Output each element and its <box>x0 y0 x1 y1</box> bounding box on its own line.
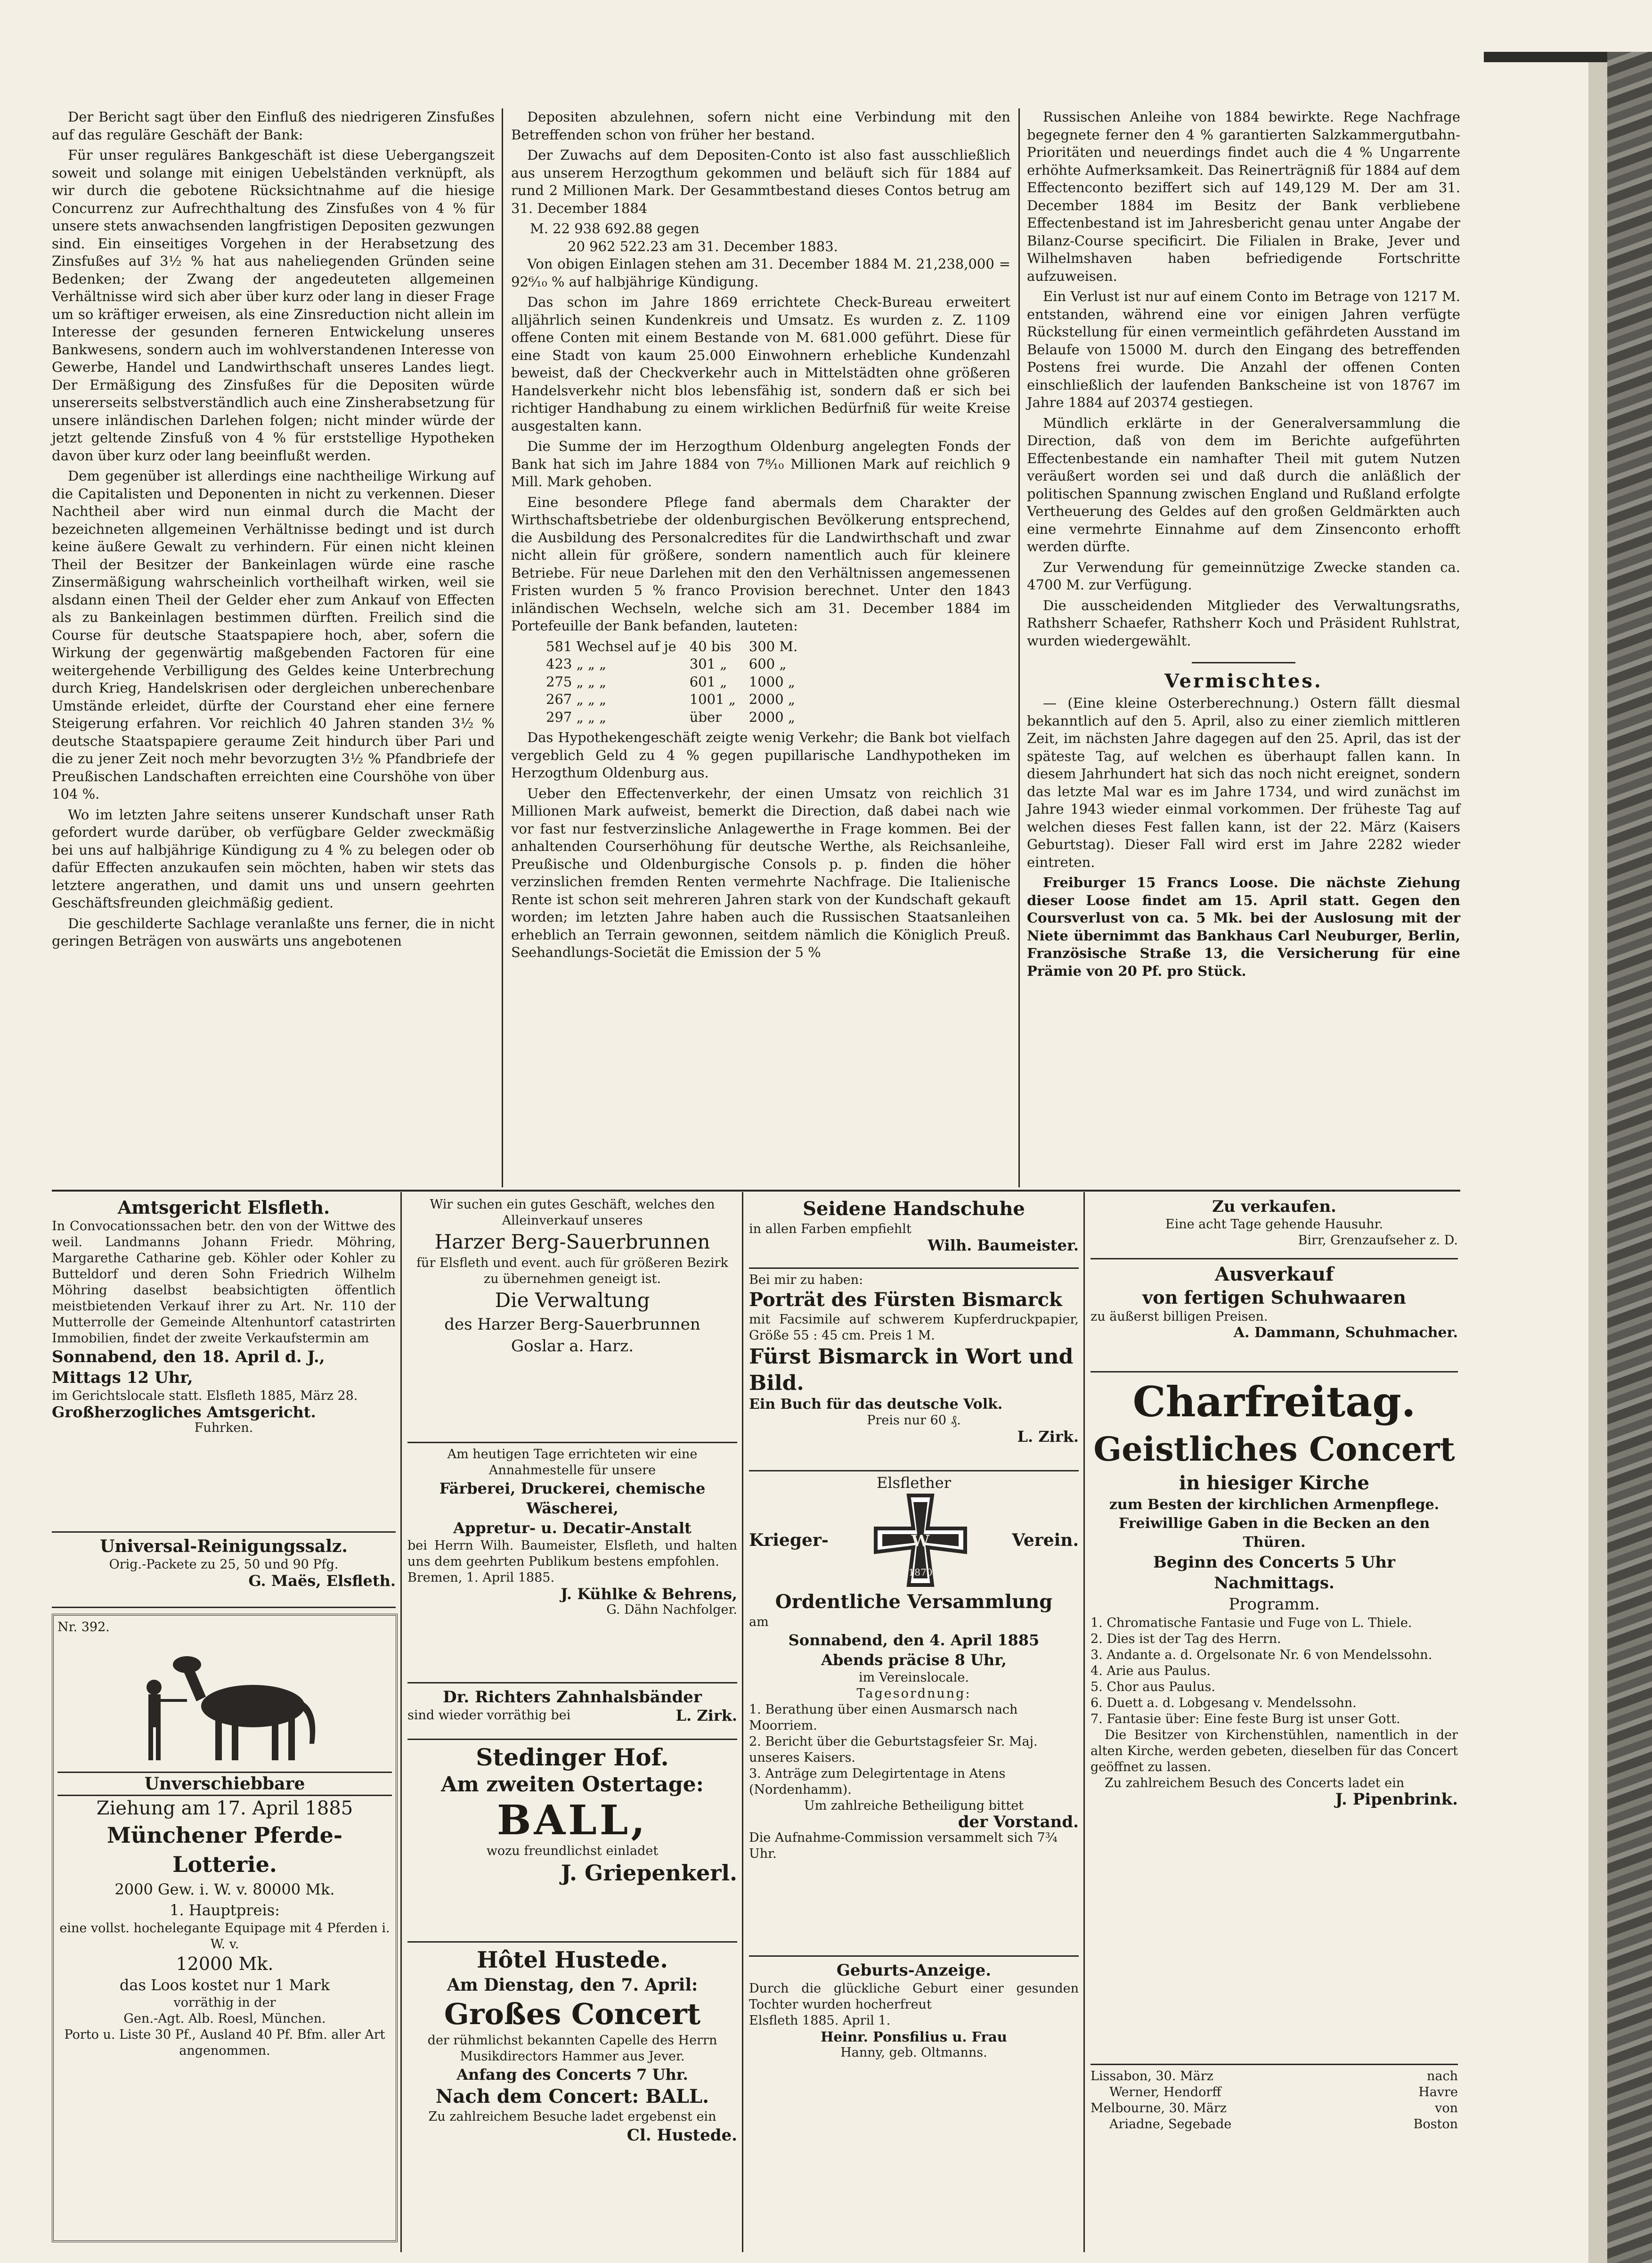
table-cell: 301 „ <box>689 656 727 672</box>
paragraph: Für unser reguläres Bankgeschäft ist diese Uebergangszeit soweit und solange mit einigen Uebelständen verknüpft, als wir durch die gebotene Rücksichtnahme auf die hiesige Concurrenz zur Aufrechthaltung des Zinsfußes von 4 % für unsere stets anwachsenden langfristigen Depositen gezwungen sind. Ein einseitiges Vorgehen in der Herabsetzung des Zinsfußes auf 3½ % hat aus naheliegenden Gründen seine Bedenken; der Zwang der angedeuteten allgemeinen Verhältnisse wird sich aber über kurz oder lang in dieser Frage um so kräftiger erweisen, als eine Zinsreduction nicht allein im Interesse der gesunden ferneren Entwickelung unseres Bankwesens, sondern auch im wohlverstandenen Interesse von Gewerbe, Handel und Landwirthschaft unseres Landes liegt. Der Ermäßigung des Zinsfußes für die Depositen würde unsererseits selbstverständlich auch eine Zinsherabsetzung für unsere inländischen Darlehen folgen; nicht minder würde der jetzt geltende Zinsfuß von 4 % für erststellige Hypotheken davon über kurz oder lang beeinflußt werden. <box>52 147 495 464</box>
ad-body: mit Facsimile auf schwerem Kupferdruckpapier, Größe 55 : 45 cm. Preis 1 M. <box>749 1312 1079 1343</box>
paragraph: Die geschilderte Sachlage veranlaßte uns ferner, die in nicht geringen Beträgen von auswärts uns angebotenen <box>52 915 495 949</box>
table-cell: 300 M. <box>749 638 798 654</box>
ad-signature: G. Maës, Elsfleth. <box>248 1572 396 1590</box>
paragraph: — (Eine kleine Osterberechnung.) Ostern fällt diesmal bekanntlich auf den 5. April, also zu einer ziemlich mittleren Zeit, im nächsten Jahre dagegen auf den 25. April, das ist der späteste Tag, auf welchen es überhaupt fallen kann. In diesem Jahrhundert hat sich das noch nicht ereignet, sondern das letzte Mal war es im Jahre 1734, und wird zunächst im Jahre 1943 wieder einmal vorkommen. Der früheste Tag auf welchen dieses Fest fallen kann, ist der 22. März (Kaisers Geburtstag). Dieser Fall wird erst im Jahre 2282 wieder eintreten. <box>1027 695 1460 870</box>
ad-title: Krieger- <box>749 1530 829 1550</box>
ad-date: Ziehung am 17. April 1885 <box>96 1797 353 1819</box>
section-rule <box>52 1190 1460 1192</box>
program-item: 2. Dies ist der Tag des Herrn. <box>1090 1632 1281 1646</box>
ad-text: Am heutigen Tage errichteten wir eine Annahmestelle für unsere <box>447 1447 698 1478</box>
ad-text: vorräthig in der <box>173 1995 276 2010</box>
ad-signature: Birr, Grenzaufseher z. D. <box>1298 1233 1458 1248</box>
ship-row <box>1090 2116 1458 2132</box>
ad-text: 1. Hauptpreis: <box>170 1901 280 1919</box>
ship-direction: von <box>1435 2101 1458 2116</box>
ad-zu-verkaufen <box>1090 1197 1458 1259</box>
ad-text: das Loos kostet nur 1 Mark <box>119 1976 330 1994</box>
table-cell: 40 bis <box>689 638 732 654</box>
ship-news <box>1090 2068 1458 2132</box>
ad-emblem-row <box>749 1491 1079 1590</box>
ad-body: zu äußerst billigen Preisen. <box>1090 1309 1268 1324</box>
agenda-item: 3. Anträge zum Delegirtentage in Atens (Nordenhamm). <box>749 1766 1006 1797</box>
ad-amtsgericht <box>52 1197 396 1533</box>
ship-direction: nach <box>1427 2069 1458 2083</box>
ad-bismarck <box>749 1272 1079 1471</box>
ad-signature: Großherzogliches Amtsgericht. <box>52 1403 316 1421</box>
ad-text: Die Aufnahme-Commission versammelt sich 7¾ Uhr. <box>749 1830 1058 1861</box>
ad-headline: Dr. Richters Zahnhalsbänder <box>443 1688 702 1707</box>
ad-text: Anfang des Concerts 7 Uhr. <box>456 2066 688 2083</box>
ad-signature: Fuhrken. <box>194 1421 253 1435</box>
ad-headline: Großes Concert <box>444 1997 701 2031</box>
book-binding <box>1605 52 1652 2263</box>
ad-text: sind wieder vorräthig bei <box>407 1708 571 1723</box>
table-cell: 275 „ „ „ <box>546 673 607 690</box>
ad-signature: J. Pipenbrink. <box>1335 1790 1458 1809</box>
ad-signature: A. Dammann, Schuhmacher. <box>1233 1324 1458 1341</box>
table-cell: 1001 „ <box>689 691 736 707</box>
ad-title: Elsflether <box>877 1474 951 1492</box>
ad-headline: Ordentliche Versammlung <box>775 1591 1053 1613</box>
paragraph: Der Bericht sagt über den Einfluß des niedrigeren Zinsfußes auf das reguläre Geschäft der Bank: <box>52 109 495 143</box>
paragraph: Das Hypothekengeschäft zeigte wenig Verkehr; die Bank bot vielfach vergeblich Geld zu 4 % gegen pupillarische Landhypotheken im Herzogthum Oldenburg aus. <box>511 729 1010 781</box>
ad-signature: der Vorstand. <box>958 1813 1079 1831</box>
ship-name: Werner, Hendorff <box>1109 2085 1221 2100</box>
paragraph: Ueber den Effectenverkehr, der einen Umsatz von reichlich 31 Millionen Mark aufweist, bemerkt die Direction, daß dabei nach wie vor fast nur festverzinsliche Anlagewerthe in Frage kommen. Bei der anhaltenden Courserhöhung für deutsche Werthe, als Reichsanleihe, Preußische und Oldenburgische Consols p. p. finden die höher verzinslichen fremden Renten vermehrte Nachfrage. Die Italienische Rente ist schon seit mehreren Jahren stark von der Kundschaft gekauft worden; im letzten Jahre haben auch die Russischen Staatsanleihen erheblich an Terrain gewonnen, seitdem nämlich die Königlich Preuß. Seehandlungs-Societät die Emission der 5 % <box>511 785 1010 960</box>
ad-date: Sonnabend, den 4. April 1885 <box>788 1631 1040 1649</box>
ad-column-divider <box>1083 1192 1085 2252</box>
ad-text: Gen.-Agt. Alb. Roesl, München. <box>123 2011 326 2026</box>
ship-row <box>1090 2100 1458 2116</box>
column-divider <box>1018 108 1020 1187</box>
ad-signature: L. Zirk. <box>1017 1428 1079 1446</box>
table-cell: 600 „ <box>749 656 787 672</box>
ad-hotel-hustede <box>407 1946 737 2238</box>
paragraph: Das schon im Jahre 1869 errichtete Check-Bureau erweitert alljährlich seinen Kundenkreis und Umsatz. Es wurden z. Z. 1109 offene Conten mit einem Bestande von M. 681.000 geführt. Diese für eine Stadt von kaum 25.000 Einwohnern erhebliche Kundenzahl beweist, daß der Checkverkehr auch in Mittelstädten ohne größeren Handelsverkehr nicht blos lebensfähig ist, sondern daß er sich bei richtiger Handhabung zu einem wirklichen Bedürfniß für weite Kreise ausgestalten kann. <box>511 294 1010 434</box>
ad-signature: J. Griepenkerl. <box>561 1860 737 1886</box>
ad-body: für Elsfleth und event. auch für größeren Bezirk zu übernehmen geneigt ist. <box>416 1256 728 1286</box>
ad-signature: Hanny, geb. Oltmanns. <box>840 2045 987 2060</box>
ship-port: Melbourne, 30. März <box>1090 2101 1227 2116</box>
ad-signature: G. Dähn Nachfolger. <box>606 1602 737 1617</box>
program-item: 3. Andante a. d. Orgelsonate Nr. 6 von Mendelssohn. <box>1090 1648 1432 1662</box>
ad-text: Nach dem Concert: BALL. <box>435 2085 709 2108</box>
ad-time: Abends präcise 8 Uhr, <box>821 1651 1007 1669</box>
ad-column-divider <box>742 1192 743 2252</box>
table-row <box>539 673 804 691</box>
ad-title: Seidene Handschuhe <box>803 1198 1025 1220</box>
ad-body: zum Besten der kirchlichen Armenpflege. Freiwillige Gaben in die Becken an den Thüren. <box>1109 1496 1440 1551</box>
paragraph: Von obigen Einlagen stehen am 31. December 1884 M. 21,238,000 = 92⁶⁄₁₀ % auf halbjährige Kündigung. <box>511 256 1010 290</box>
ad-subtitle: Am zweiten Ostertage: <box>441 1773 704 1797</box>
ad-sauerbrunnen <box>407 1197 737 1443</box>
paragraph: Russischen Anleihe von 1884 bewirkte. Rege Nachfrage begegnete ferner den 4 % garantierten Salzkammergutbahn-Prioritäten und neuerdings findet auch die 4 % Ungarrente erhöhte Aufmerksamkeit. Das Reinerträgniß für 1884 auf dem Effectenconto beziffert sich auf 149,129 M. Der am 31. December 1884 im Besitz der Bank verbliebene Effectenbestand ist im Jahresbericht genau unter Angabe der Bilanz-Course specificirt. Die Filialen in Brake, Jever und Wilhelmshaven haben befriedigende Fortschritte aufzuweisen. <box>1027 109 1460 284</box>
horse-illustration <box>126 1635 324 1767</box>
program-item: 6. Duett a. d. Lobgesang v. Mendelssohn. <box>1090 1696 1357 1710</box>
ad-text: im Vereinslocale. <box>859 1670 969 1685</box>
table-cell: 1000 „ <box>749 673 795 690</box>
paragraph: Depositen abzulehnen, sofern nicht eine Verbindung mit den Betreffenden schon von früher her bestand. <box>511 109 1010 143</box>
ad-headline: Münchener Pferde-Lotterie. <box>107 1822 342 1877</box>
ad-faerberei <box>407 1446 737 1683</box>
amount-line: M. 22 938 692.88 gegen <box>530 221 700 237</box>
table-cell: 297 „ „ „ <box>546 709 607 725</box>
ad-body: Orig.-Packete zu 25, 50 und 90 Pfg. <box>109 1557 339 1572</box>
ad-subtitle: von fertigen Schuhwaaren <box>1142 1287 1406 1308</box>
table-cell: 581 Wechsel auf je <box>546 638 676 654</box>
ad-headline: Fürst Bismarck in Wort und Bild. <box>749 1345 1074 1395</box>
ad-geburtsanzeige <box>749 1960 1079 2087</box>
paragraph: Zur Verwendung für gemeinnützige Zwecke standen ca. 4700 M. zur Verfügung. <box>1027 559 1460 593</box>
ad-column-divider <box>400 1192 402 2252</box>
wechsel-table <box>539 638 804 727</box>
ad-krieger-verein <box>749 1475 1079 1957</box>
ship-destination: Havre <box>1418 2085 1458 2100</box>
ad-signature: Goslar a. Harz. <box>511 1337 634 1356</box>
ad-headline: Harzer Berg-Sauerbrunnen <box>434 1230 710 1253</box>
ad-title: Stedinger Hof. <box>476 1743 669 1771</box>
paragraph: Ein Verlust ist nur auf einem Conto im Betrage von 1217 M. entstanden, während eine vor einigen Jahren verfügte Rückstellung für einen vermeintlich gefährdeten Ausstand im Belaufe von 15000 M. durch den Eingang des betreffenden Postens frei wurde. Die Anzahl der offenen Conten einschließlich der laufenden Bankscheine ist von 18767 im Jahre 1884 auf 20374 gestiegen. <box>1027 288 1460 410</box>
emblem-letter: W <box>911 1532 929 1551</box>
ship-name: Ariadne, Segebade <box>1109 2117 1232 2132</box>
ad-subtitle: in hiesiger Kirche <box>1179 1472 1369 1494</box>
ad-body: bei Herrn Wilh. Baumeister, Elsfleth, und halten uns dem geehrten Publikum bestens empfohlen. <box>407 1538 737 1569</box>
ad-body: Durch die glückliche Geburt einer gesunden Tochter wurden hocherfreut <box>749 1981 1079 2012</box>
ad-subtitle: Programm. <box>1229 1595 1320 1614</box>
table-cell: 267 „ „ „ <box>546 691 607 707</box>
text-column-1 <box>52 108 495 1192</box>
section-divider <box>1192 662 1295 663</box>
text-column-2 <box>511 108 1010 1192</box>
ad-title: Geburts-Anzeige. <box>836 1961 992 1980</box>
ad-title: Unverschiebbare <box>57 1772 392 1796</box>
ad-date: Elsfleth 1885. April 1. <box>749 2013 891 2028</box>
newspaper-page <box>52 108 1460 2257</box>
paragraph: Mündlich erklärte in der Generalversammlung die Direction, daß von dem im Berichte aufgeführten Effectenbestande ein namhafter Theil mit gutem Nutzen veräußert worden sei und daß durch die anläßlich der politischen Spannung zwischen England und Rußland erfolgte Vertheuerung des Geldes auf den großen Geldmärkten auch eine vermehrte Einnahme auf dem Zinsenconto erhofft werden dürfte. <box>1027 415 1460 555</box>
ad-number: Nr. 392. <box>57 1620 110 1634</box>
emblem-year: 1870 <box>908 1567 932 1578</box>
ad-text: am <box>749 1615 769 1629</box>
program-item: 5. Chor aus Paulus. <box>1090 1680 1215 1694</box>
ad-headline: Porträt des Fürsten Bismarck <box>749 1289 1062 1311</box>
ad-zahnhalsbaender <box>407 1687 737 1740</box>
ad-text: Um zahlreiche Betheiligung bittet <box>804 1798 1024 1813</box>
ad-date: Bremen, 1. April 1885. <box>407 1570 555 1585</box>
ad-text: Ein Buch für das deutsche Volk. <box>749 1396 1003 1413</box>
paragraph: Der Zuwachs auf dem Depositen-Conto ist also fast ausschließlich aus unserem Herzogthum gekommen und beläuft sich für 1884 auf rund 2 Millionen Mark. Der Gesammtbestand dieses Contos betrug am 31. December 1884 <box>511 147 1010 216</box>
ad-signature: Cl. Hustede. <box>627 2126 737 2145</box>
ship-port: Lissabon, 30. März <box>1090 2069 1213 2083</box>
table-row <box>539 709 804 727</box>
agenda-item: 2. Bericht über die Geburtstagsfeier Sr. Maj. unseres Kaisers. <box>749 1734 1038 1765</box>
ad-text: Zu zahlreichem Besuche ladet ergebenst ein <box>428 2109 716 2124</box>
paragraph: Die Summe der im Herzogthum Oldenburg angelegten Fonds der Bank hat sich im Jahre 1884 von 7⁸⁄₁₀ Millionen Mark auf reichlich 9 Mill. Mark gehoben. <box>511 438 1010 490</box>
ad-title: Amtsgericht Elsfleth. <box>117 1197 330 1218</box>
ad-date: Sonnabend, den 18. April d. J., Mittags 12 Uhr, <box>52 1348 325 1387</box>
iron-cross-emblem <box>871 1491 970 1590</box>
ad-text: Bei mir zu haben: <box>749 1273 863 1287</box>
paragraph: Freiburger 15 Francs Loose. Die nächste Ziehung dieser Loose findet am 15. April statt. Gegen den Coursverlust von ca. 5 Mk. bei der Auslosung mit der Niete übernimmt das Bankhaus Carl Neuburger, Berlin, Französische Straße 13, die Versicherung für eine Prämie von 20 Pf. pro Stück. <box>1027 874 1460 979</box>
ship-row <box>1090 2084 1458 2100</box>
ad-text: Porto u. Liste 30 Pf., Ausland 40 Pf. Bfm. aller Art angenommen. <box>64 2027 385 2058</box>
ad-text: eine vollst. hochelegante Equipage mit 4 Pferden i. W. v. <box>59 1921 390 1952</box>
ad-text: 2000 Gew. i. W. v. 80000 Mk. <box>114 1880 335 1898</box>
ad-title: Verein. <box>1012 1530 1079 1550</box>
ad-title: Zu verkaufen. <box>1212 1197 1336 1216</box>
ad-signature: L. Zirk. <box>675 1707 737 1724</box>
text-column-3 <box>1027 108 1460 1192</box>
program-item: 1. Chromatische Fantasie und Fuge von L. Thiele. <box>1090 1616 1412 1630</box>
table-cell: 423 „ „ „ <box>546 656 607 672</box>
ad-text: Die Besitzer von Kirchenstühlen, namentlich in der alten Kirche, werden gebeten, dieselben für das Concert geöffnet zu lassen. <box>1090 1728 1458 1774</box>
ad-text: Beginn des Concerts 5 Uhr Nachmittags. <box>1153 1553 1395 1593</box>
paragraph: Die ausscheidenden Mitglieder des Verwaltungsraths, Rathsherr Schaefer, Rathsherr Koch und Präsident Ruhlstrat, wurden wiedergewählt. <box>1027 597 1460 649</box>
page-spine-shadow <box>1588 52 1607 2263</box>
ship-row <box>1090 2068 1458 2084</box>
ad-text: Wir suchen ein gutes Geschäft, welches den Alleinverkauf unseres <box>430 1197 715 1228</box>
ad-headline: BALL, <box>496 1797 648 1844</box>
ad-row <box>407 1707 737 1724</box>
table-cell: über <box>689 709 722 725</box>
ad-title: Charfreitag. <box>1132 1377 1416 1426</box>
paragraph: Eine besondere Pflege fand abermals dem Charakter der Wirthschaftsbetriebe der oldenburgischen Bevölkerung entsprechend, die Ausbildung des Personalcredites für die Landwirthschaft und zwar nicht allein für größere, sondern namentlich auch für kleinere Betriebe. Für neue Darlehen mit den den Verhältnissen angemessenen Fristen wurden 5 % franco Provision berechnet. Unter den 1843 inländischen Wechseln, welche sich am 31. December 1884 im Portefeuille der Bank befanden, lauteten: <box>511 494 1010 634</box>
agenda-item: 1. Berathung über einen Ausmarsch nach Moorriem. <box>749 1702 1018 1733</box>
ad-signature: Wilh. Baumeister. <box>928 1236 1079 1254</box>
ad-headline: Geistliches Concert <box>1093 1430 1455 1469</box>
ad-title: Hôtel Hustede. <box>477 1947 668 1973</box>
ad-headline: Appretur- u. Decatir-Anstalt <box>453 1519 692 1537</box>
table-cell: 2000 „ <box>749 709 795 725</box>
ad-charfreitag <box>1090 1376 1458 2065</box>
ad-headline: Färberei, Druckerei, chemische Wäscherei, <box>439 1479 706 1517</box>
program-item: 7. Fantasie über: Eine feste Burg ist unser Gott. <box>1090 1712 1400 1726</box>
ad-stedinger-hof <box>407 1743 737 1943</box>
program-item: 4. Arie aus Paulus. <box>1090 1664 1211 1678</box>
ad-reinigungssalz <box>52 1536 396 1608</box>
ad-subtitle: Am Dienstag, den 7. April: <box>447 1975 698 1995</box>
ad-signature: Die Verwaltung <box>495 1289 650 1312</box>
section-heading: Vermischtes. <box>1164 670 1323 692</box>
paragraph: Wo im letzten Jahre seitens unserer Kundschaft unser Rath gefordert wurde darüber, ob verfügbare Gelder zweckmäßig bei uns auf halbjährige Kündigung zu 4 % zu belegen oder ob dafür Effecten anzukaufen sein möchten, haben wir stets das letztere angerathen, und damit uns und unsern geehrten Geschäftsfreunden gleichmäßig gedient. <box>52 806 495 911</box>
ad-text: Tagesordnung: <box>856 1686 971 1701</box>
table-cell: 2000 „ <box>749 691 795 707</box>
ad-title: Ausverkauf <box>1214 1263 1334 1285</box>
ad-body: Eine acht Tage gehende Hausuhr. <box>1165 1217 1383 1232</box>
table-row <box>539 691 804 709</box>
paragraph: Dem gegenüber ist allerdings eine nachtheilige Wirkung auf die Capitalisten und Deponenten in nicht zu verkennen. Dieser Nachtheil aber wird nun einmal durch die Macht der bezeichneten allgemeinen Verhältnisse bedingt und ist durch keine äußere Gewalt zu verhindern. Für einen nicht kleinen Theil der Besitzer der Bankeinlagen würde eine rasche Zinsermäßigung wahrscheinlich vortheilhaft wirken, weil sie alsdann einen Theil der Gelder eher zum Ankauf von Effecten als zu Bankeinlagen bestimmen dürften. Freilich sind die Course für deutsche Staatspapiere hoch, aber, sofern die Wirkung der gegenwärtig maßgebenden Factoren für eine weitergehende Verbilligung des Geldes keine Unterbrechung durch Krieg, Handelskrisen oder dergleichen unberechenbare Umstände erleidet, dürfte der Courstand eher eine fernere Steigerung erfahren. Vor reichlich 40 Jahren standen 3½ % deutsche Staatspapiere geraume Zeit hindurch über Pari und die zu jener Zeit noch mehr bevorzugten 3½ % Pfandbriefe der Preußischen Landschaften erreichten eine Courshöhe von über 104 %. <box>52 468 495 802</box>
ad-text: im Gerichtslocale statt. Elsfleth 1885, März 28. <box>52 1389 358 1403</box>
table-row <box>539 655 804 673</box>
ad-body: der rühmlichst bekannten Capelle des Herrn Musikdirectors Hammer aus Jever. <box>427 2033 717 2064</box>
ad-signature: J. Kühlke & Behrens, <box>561 1585 737 1603</box>
ad-text: wozu freundlichst einladet <box>486 1844 659 1858</box>
ad-body: in allen Farben empfiehlt <box>749 1222 911 1236</box>
ad-signature: des Harzer Berg-Sauerbrunnen <box>444 1315 700 1334</box>
ad-body: In Convocationssachen betr. den von der Wittwe des weil. Landmanns Johann Friedr. Möhring, Margarethe Catharine geb. Köhler oder Kohler zu Butteldorf und deren Sohn Friedrich Wilhelm Möhring daselbst beabsichtigten öffentlich meistbietenden Verkauf ihrer zu Art. Nr. 110 der Mutterrolle der Gemeinde Altenhuntorf catastrirten Immobilien, findet der zweite Verkaufstermin am <box>52 1219 396 1346</box>
ad-signature: Heinr. Ponsfilius u. Frau <box>821 2029 1007 2045</box>
table-cell: 601 „ <box>689 673 727 690</box>
column-divider <box>502 108 503 1187</box>
ad-text: Zu zahlreichem Besuch des Concerts ladet ein <box>1105 1776 1405 1790</box>
ship-destination: Boston <box>1413 2117 1458 2132</box>
ad-price: Preis nur 60 ₰. <box>867 1413 961 1428</box>
table-row <box>539 638 804 656</box>
ad-pferde-lotterie <box>52 1614 398 2242</box>
ad-handschuhe <box>749 1197 1079 1269</box>
ad-value: 12000 Mk. <box>176 1953 274 1974</box>
ad-title: Universal-Reinigungssalz. <box>100 1536 348 1556</box>
amount-line: 20 962 522.23 am 31. December 1883. <box>568 238 838 254</box>
ad-ausverkauf <box>1090 1263 1458 1373</box>
binding-top-band <box>1484 52 1607 62</box>
